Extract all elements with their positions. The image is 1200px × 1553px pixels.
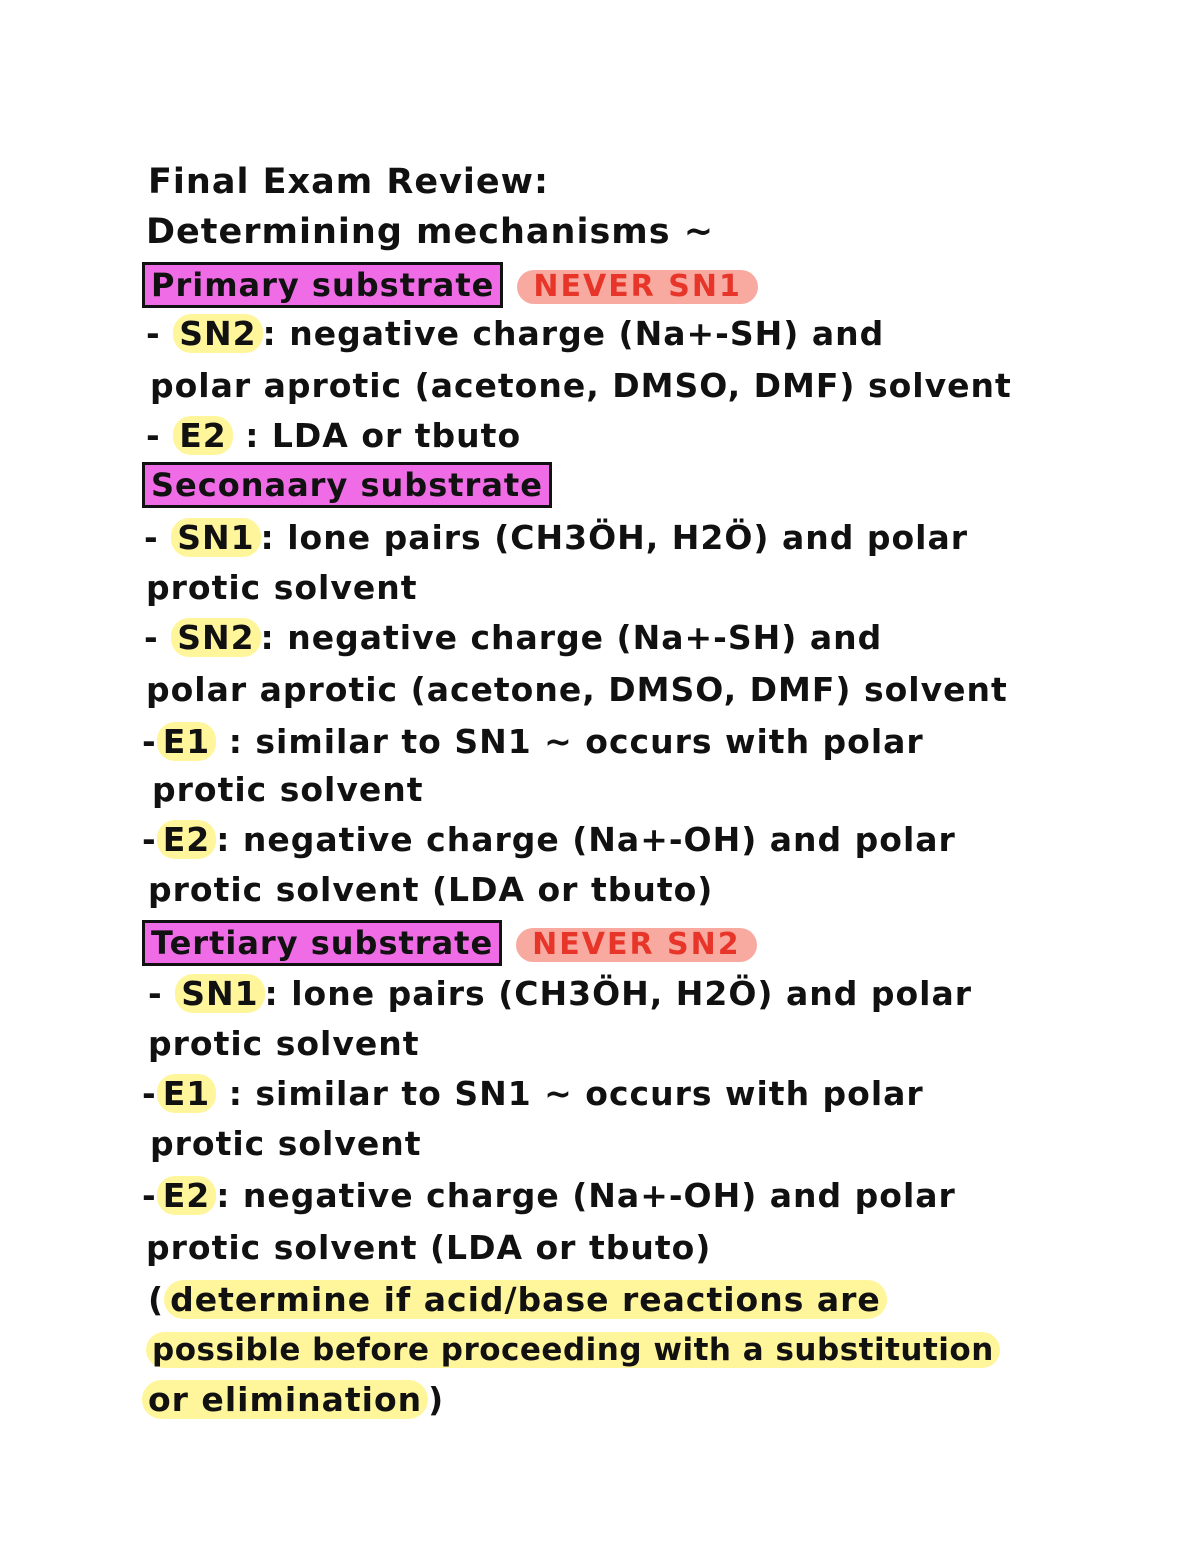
secondary-heading-row <box>142 462 552 508</box>
tertiary-heading: Tertiary substrate <box>142 920 502 966</box>
secondary-item-e1: - E1 : similar to SN1 ~ occurs with polar <box>142 722 924 761</box>
secondary-item-sn2: - SN2 : negative charge (Na+-SH) and <box>144 618 883 657</box>
primary-item-sn2: - SN2 : negative charge (Na+-SH) and <box>146 314 885 353</box>
page-title: Final Exam Review: <box>148 162 549 202</box>
mechanism-label: E2 <box>157 1176 217 1215</box>
primary-item-cont: polar aprotic (acetone, DMSO, DMF) solvent <box>150 366 1012 405</box>
tertiary-item-e1: - E1 : similar to SN1 ~ occurs with polar <box>142 1074 924 1113</box>
tertiary-item-cont: protic solvent (LDA or tbuto) <box>146 1228 712 1267</box>
never-sn1-badge: NEVER SN1 <box>517 270 757 304</box>
tertiary-item-e2: - E2 : negative charge (Na+-OH) and polar <box>142 1176 956 1215</box>
mechanism-label: SN2 <box>173 314 262 353</box>
page-subtitle: Determining mechanisms ~ <box>146 212 715 252</box>
secondary-item-cont: protic solvent (LDA or tbuto) <box>148 870 714 909</box>
mechanism-label: E2 <box>157 820 217 859</box>
mechanism-label: E1 <box>157 1074 217 1113</box>
tertiary-item-sn1: - SN1 : lone pairs (CH3ÖH, H2Ö) and polar <box>148 974 972 1013</box>
secondary-item-sn1: - SN1 : lone pairs (CH3ÖH, H2Ö) and polar <box>144 518 968 557</box>
mechanism-label: E1 <box>157 722 217 761</box>
note-line-1: ( determine if acid/base reactions are <box>148 1278 887 1322</box>
tertiary-heading-row <box>142 920 757 966</box>
mechanism-label: SN1 <box>175 974 264 1013</box>
mechanism-label: E2 <box>173 416 233 455</box>
note-line-2: possible before proceeding with a substitution <box>146 1328 1000 1372</box>
primary-item-e2: - E2 : LDA or tbuto <box>146 416 522 455</box>
note-line-3: or elimination ) <box>142 1378 444 1422</box>
primary-heading: Primary substrate <box>142 262 503 308</box>
secondary-item-cont: protic solvent <box>152 770 424 809</box>
tertiary-item-cont: protic solvent <box>148 1024 420 1063</box>
secondary-heading: Seconaary substrate <box>142 462 552 508</box>
mechanism-label: SN2 <box>171 618 260 657</box>
secondary-item-cont: protic solvent <box>146 568 418 607</box>
secondary-item-e2: - E2 : negative charge (Na+-OH) and polar <box>142 820 956 859</box>
never-sn2-badge: NEVER SN2 <box>516 928 756 962</box>
tertiary-item-cont: protic solvent <box>150 1124 422 1163</box>
secondary-item-cont: polar aprotic (acetone, DMSO, DMF) solvent <box>146 670 1008 709</box>
primary-heading-row <box>142 262 758 308</box>
mechanism-label: SN1 <box>171 518 260 557</box>
